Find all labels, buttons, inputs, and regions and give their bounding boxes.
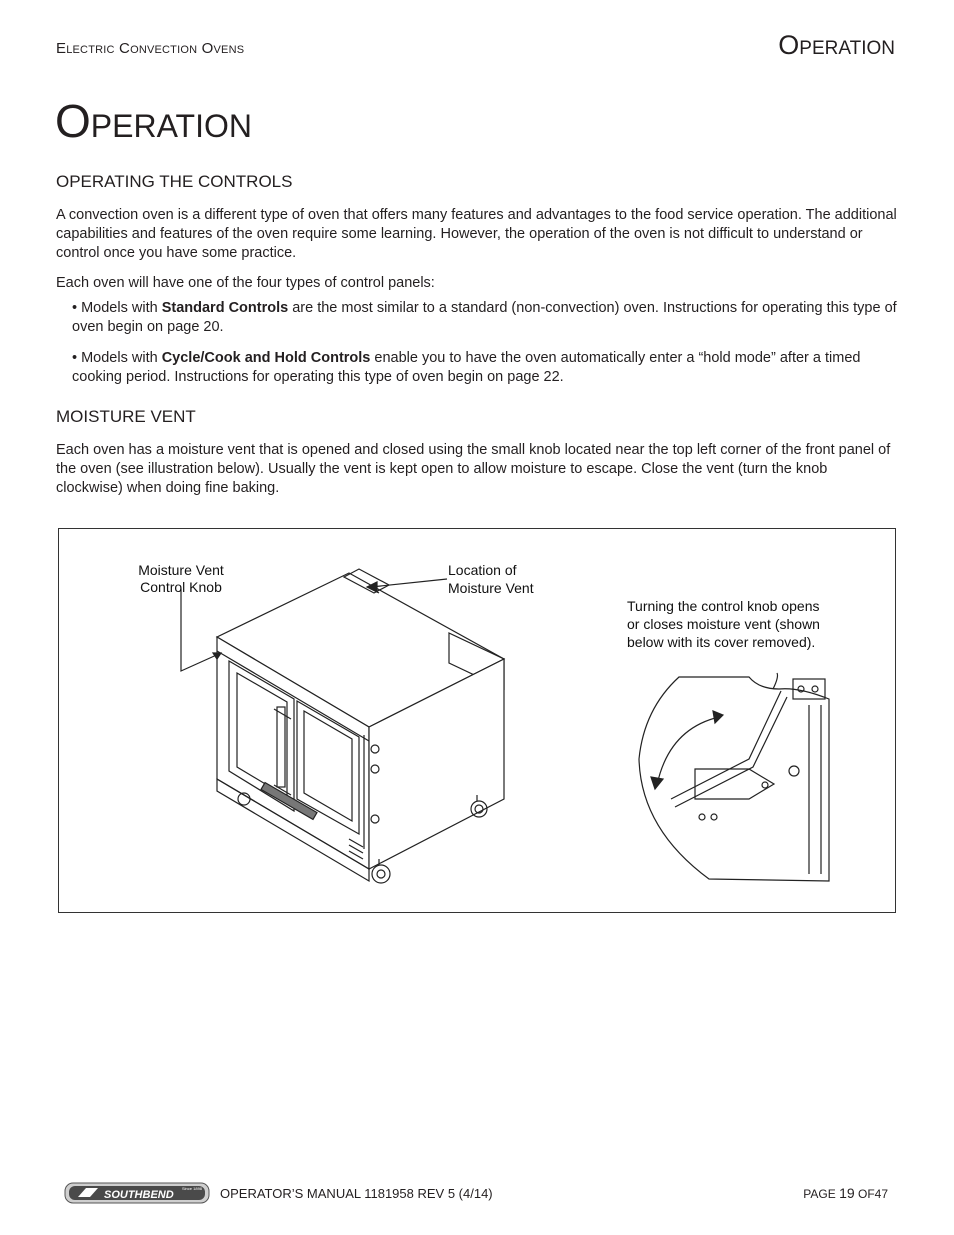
bullet-bold-term: Cycle/Cook and Hold Controls xyxy=(161,350,371,366)
bullet-standard-controls xyxy=(72,299,898,337)
section-heading-operating-controls: OPERATING THE CONTROLS xyxy=(56,172,293,191)
running-header-title: Electric Convection Ovens xyxy=(56,40,245,57)
paragraph-control-panels: Each oven will have one of the four types of control panels: xyxy=(56,275,435,291)
callout-vent-line2: Moisture Vent xyxy=(448,580,534,596)
page-of: OF47 xyxy=(857,1187,888,1201)
logo-since: Since 1898 xyxy=(182,1186,203,1191)
callout-turn-line2: or closes moisture vent (shown xyxy=(627,616,820,632)
moisture-vent-figure xyxy=(58,528,896,913)
callout-knob-line1: Moisture Vent xyxy=(138,562,224,578)
callout-turn-line3: below with its cover removed). xyxy=(627,634,816,650)
bullet-cycle-cook-hold xyxy=(72,349,898,387)
callout-knob-line2: Control Knob xyxy=(140,579,222,595)
paragraph-moisture-vent: Each oven has a moisture vent that is opened and closed using the small knob located near the top left corner of the front panel of the oven (see illustration below). Usually the vent is kept open to allow moisture to escape. Close the vent (turn the knob clockwise) when doing fine baking. xyxy=(56,442,891,496)
southbend-logo xyxy=(64,1182,210,1204)
page-num: 19 xyxy=(839,1185,855,1201)
logo-wordmark: SOUTHBEND xyxy=(104,1189,174,1201)
section-heading-moisture-vent: MOISTURE VENT xyxy=(56,407,196,426)
bullet-text: are the most similar to a standard (non-convection) oven. Instructions for operating this type of oven begin on page 20. xyxy=(72,300,897,335)
paragraph-intro: A convection oven is a different type of oven that offers many features and advantages to the food service operation. The additional capabilities and features of the oven require some learning. However, the operation of the oven is not difficult to understand or control once you have some practice. xyxy=(56,207,897,261)
bullet-bold-term: Standard Controls xyxy=(161,300,289,316)
running-header-section: Operation xyxy=(778,30,895,60)
footer-manual-id: OPERATOR’S MANUAL 1181958 REV 5 (4/14) xyxy=(220,1186,493,1201)
callout-vent-line1: Location of xyxy=(448,562,517,578)
footer-page-number xyxy=(803,1185,888,1201)
bullet-prefix: • Models with xyxy=(72,300,162,316)
page-label: PAGE xyxy=(803,1187,836,1201)
page-title: Operation xyxy=(55,95,252,147)
bullet-text: enable you to have the oven automatically enter a “hold mode” after a timed cooking period. Instructions for operating this type of oven begin on page 22. xyxy=(72,350,861,385)
callout-turn-line1: Turning the control knob opens xyxy=(627,598,820,614)
oven-illustration xyxy=(59,529,897,914)
bullet-prefix: • Models with xyxy=(72,350,162,366)
